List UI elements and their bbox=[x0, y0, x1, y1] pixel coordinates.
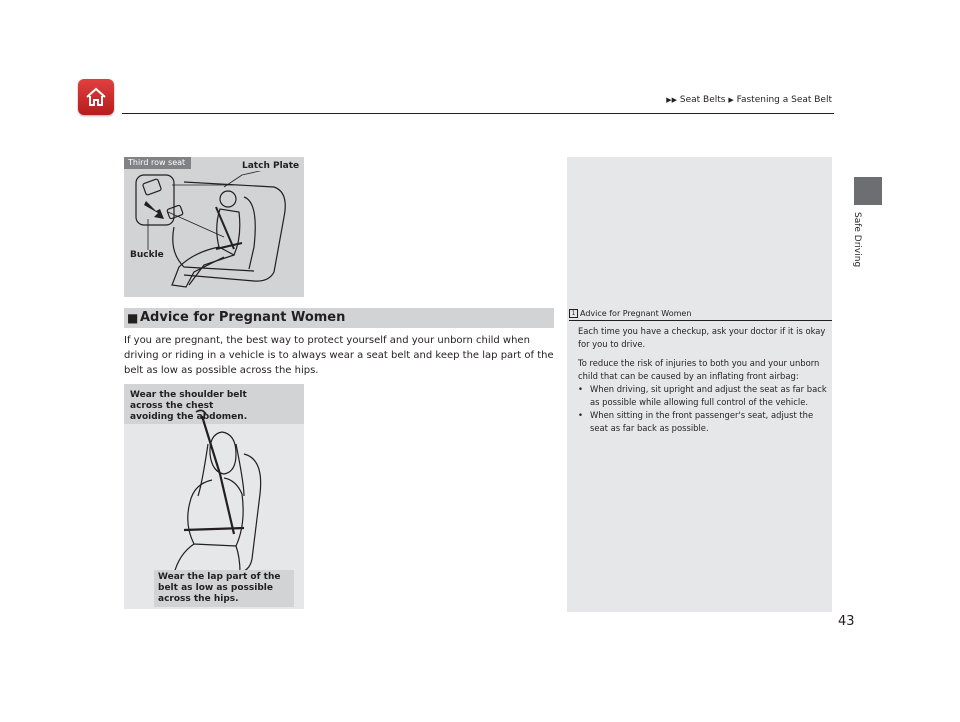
section-square-icon: ■ bbox=[127, 311, 139, 325]
header-divider bbox=[122, 113, 834, 114]
section-title: Advice for Pregnant Women bbox=[140, 310, 346, 325]
section-body: If you are pregnant, the best way to protect yourself and your unborn child when driving or riding in a vehicle is to always wear a seat belt and keep the lap part of the belt as low as possible across the hips. bbox=[124, 335, 554, 376]
shoulder-belt-caption: Wear the shoulder belt across the chest avoiding the abdomen. bbox=[130, 390, 248, 422]
lap-belt-caption: Wear the lap part of the belt as low as possible across the hips. bbox=[154, 570, 294, 607]
note-icon: 1 bbox=[569, 309, 578, 318]
pregnant-woman-illustration bbox=[124, 384, 304, 609]
breadcrumb-item[interactable]: Seat Belts bbox=[679, 95, 726, 105]
note-bullet: • When sitting in the front passenger's seat, adjust the seat as far back as possible. bbox=[578, 410, 814, 433]
note-bullet: • When driving, sit upright and adjust the seat as far back as possible while allowing full control of the vehicle. bbox=[578, 384, 827, 407]
note-body bbox=[578, 325, 828, 435]
latch-plate-label: Latch Plate bbox=[242, 161, 300, 171]
section-heading bbox=[124, 308, 554, 328]
chapter-tab[interactable] bbox=[854, 177, 882, 205]
note-divider bbox=[569, 320, 832, 321]
note-paragraph: Each time you have a checkup, ask your doctor if it is okay for you to drive. bbox=[578, 326, 826, 349]
breadcrumb-arrow-icon: ▶ bbox=[728, 96, 734, 104]
note-title: 1 Advice for Pregnant Women bbox=[569, 309, 691, 318]
page-number: 43 bbox=[838, 614, 855, 629]
seat-belt-illustration bbox=[124, 157, 304, 297]
breadcrumb bbox=[666, 95, 832, 105]
bullet-icon: • bbox=[578, 410, 583, 420]
breadcrumb-item[interactable]: Fastening a Seat Belt bbox=[736, 95, 832, 105]
home-icon bbox=[84, 85, 108, 109]
chapter-label: Safe Driving bbox=[852, 212, 862, 268]
home-button[interactable] bbox=[78, 79, 114, 115]
third-row-seat-drawing bbox=[124, 157, 304, 297]
bullet-icon: • bbox=[578, 384, 583, 394]
figure-tag: Third row seat bbox=[124, 157, 191, 169]
note-paragraph: To reduce the risk of injuries to both you and your unborn child that can be caused by an inflating front airbag: bbox=[578, 358, 820, 381]
breadcrumb-arrow-icon: ▶▶ bbox=[666, 96, 678, 104]
buckle-label: Buckle bbox=[130, 250, 164, 260]
